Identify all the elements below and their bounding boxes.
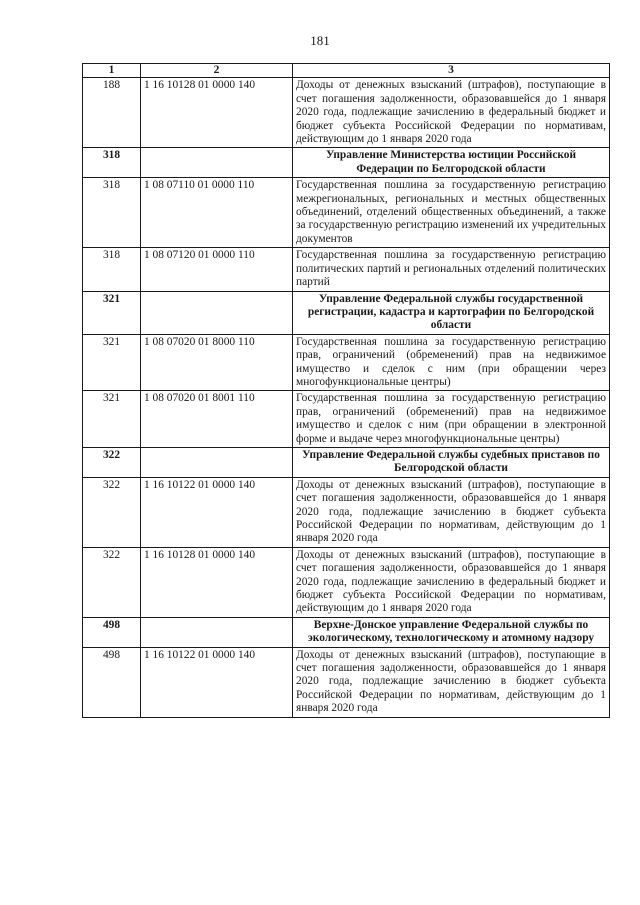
description-cell: Доходы от денежных взысканий (штрафов), поступающие в счет погашения задолженности, образовавшейся до 1 января 2020 года, подлежащие зачислению в бюджет субъекта Российской Федерации по нормативам, действующим до 1 января 2020 года	[293, 477, 610, 547]
admin-code-cell: 318	[83, 148, 141, 178]
revenue-code-cell: 1 16 10122 01 0000 140	[141, 477, 293, 547]
agency-row	[83, 291, 610, 334]
admin-code-cell: 318	[83, 178, 141, 248]
agency-name-cell: Верхне-Донское управление Федеральной службы по экологическому, технологическому и атомному надзору	[293, 617, 610, 647]
agency-row	[83, 617, 610, 647]
column-header-admin: 1	[83, 64, 141, 78]
description-cell: Доходы от денежных взысканий (штрафов), поступающие в счет погашения задолженности, образовавшейся до 1 января 2020 года, подлежащие зачислению в федеральный бюджет и бюджет субъекта Российской Федерации по нормативам, действующим до 1 января 2020 года	[293, 547, 610, 617]
revenue-code-cell	[141, 617, 293, 647]
revenue-code-cell: 1 16 10122 01 0000 140	[141, 647, 293, 717]
agency-row	[83, 447, 610, 477]
agency-name-cell: Управление Федеральной службы государственной регистрации, кадастра и картографии по Белгородской области	[293, 291, 610, 334]
page-number: 181	[310, 33, 330, 48]
table-row	[83, 547, 610, 617]
admin-code-cell: 321	[83, 291, 141, 334]
revenue-code-cell	[141, 291, 293, 334]
revenue-codes-table	[82, 63, 610, 718]
table-header-row	[83, 64, 610, 78]
admin-code-cell: 318	[83, 248, 141, 291]
description-cell: Государственная пошлина за государственную регистрацию прав, ограничений (обременений) прав на недвижимое имущество и сделок с ним (при обращении в электронной форме и выдаче через многофункциональные центры)	[293, 391, 610, 448]
table-row	[83, 178, 610, 248]
column-header-description: 3	[293, 64, 610, 78]
admin-code-cell: 322	[83, 447, 141, 477]
revenue-code-cell: 1 08 07120 01 0000 110	[141, 248, 293, 291]
table-body	[83, 78, 610, 717]
revenue-code-cell	[141, 148, 293, 178]
description-cell: Государственная пошлина за государственную регистрацию прав, ограничений (обременений) прав на недвижимое имущество и сделок с ним (при обращении через многофункциональные центры)	[293, 334, 610, 391]
description-cell: Доходы от денежных взысканий (штрафов), поступающие в счет погашения задолженности, образовавшейся до 1 января 2020 года, подлежащие зачислению в бюджет субъекта Российской Федерации по нормативам, действующим до 1 января 2020 года	[293, 647, 610, 717]
revenue-code-cell: 1 08 07110 01 0000 110	[141, 178, 293, 248]
revenue-code-cell: 1 16 10128 01 0000 140	[141, 78, 293, 148]
table-row	[83, 334, 610, 391]
table-row	[83, 78, 610, 148]
table-row	[83, 647, 610, 717]
admin-code-cell: 322	[83, 547, 141, 617]
revenue-code-cell	[141, 447, 293, 477]
table-row	[83, 477, 610, 547]
admin-code-cell: 188	[83, 78, 141, 148]
agency-row	[83, 148, 610, 178]
admin-code-cell: 498	[83, 617, 141, 647]
agency-name-cell: Управление Министерства юстиции Российской Федерации по Белгородской области	[293, 148, 610, 178]
admin-code-cell: 498	[83, 647, 141, 717]
description-cell: Государственная пошлина за государственную регистрацию политических партий и региональных отделений политических партий	[293, 248, 610, 291]
admin-code-cell: 322	[83, 477, 141, 547]
admin-code-cell: 321	[83, 334, 141, 391]
admin-code-cell: 321	[83, 391, 141, 448]
table-row	[83, 391, 610, 448]
table-row	[83, 248, 610, 291]
revenue-code-cell: 1 08 07020 01 8000 110	[141, 334, 293, 391]
agency-name-cell: Управление Федеральной службы судебных приставов по Белгородской области	[293, 447, 610, 477]
description-cell: Доходы от денежных взысканий (штрафов), поступающие в счет погашения задолженности, образовавшейся до 1 января 2020 года, подлежащие зачислению в федеральный бюджет и бюджет субъекта Российской Федерации по нормативам, действующим до 1 января 2020 года	[293, 78, 610, 148]
description-cell: Государственная пошлина за государственную регистрацию межрегиональных, региональных и местных общественных объединений, отделений общественных объединений, а также за государственную регистрацию изменений их учредительных документов	[293, 178, 610, 248]
column-header-code: 2	[141, 64, 293, 78]
revenue-code-cell: 1 08 07020 01 8001 110	[141, 391, 293, 448]
revenue-code-cell: 1 16 10128 01 0000 140	[141, 547, 293, 617]
